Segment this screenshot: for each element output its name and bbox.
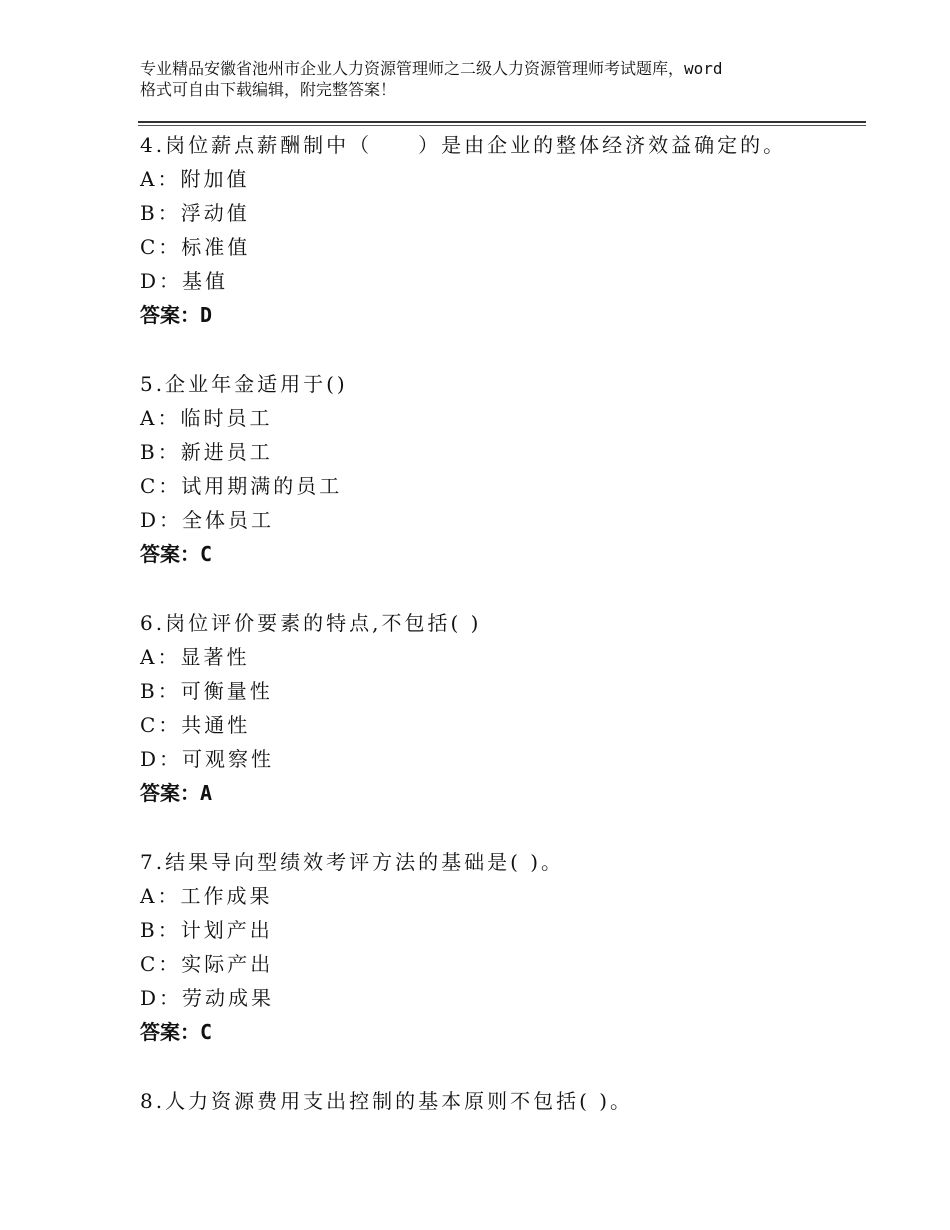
option-c: C：试用期满的员工 [140,474,343,498]
question-7 [140,845,860,1049]
option-d: D：全体员工 [140,508,275,532]
option-a: A：附加值 [140,167,250,191]
option-d: D：劳动成果 [140,986,275,1010]
option-b: B：浮动值 [140,201,250,225]
document-header [140,58,840,100]
option-a: A：显著性 [140,645,250,669]
option-b: B：可衡量性 [140,679,273,703]
option-d: D：可观察性 [140,747,275,771]
option-b: B：计划产出 [140,918,273,942]
question-stem: 6.岗位评价要素的特点,不包括( ) [140,611,482,635]
header-line-1: 专业精品安徽省池州市企业人力资源管理师之二级人力资源管理师考试题库，word [140,59,723,78]
option-a: A：临时员工 [140,406,273,430]
question-8 [140,1084,860,1118]
question-stem: 5.企业年金适用于() [140,372,348,396]
question-stem: 4.岗位薪点薪酬制中（ ）是由企业的整体经济效益确定的。 [140,133,787,157]
answer: 答案：C [140,542,213,566]
question-5 [140,367,860,571]
header-divider-thick [138,121,866,123]
question-list [140,128,860,1153]
option-d: D：基值 [140,269,229,293]
option-c: C：标准值 [140,235,251,259]
option-b: B：新进员工 [140,440,273,464]
question-4 [140,128,860,332]
answer: 答案：C [140,1020,213,1044]
option-a: A：工作成果 [140,884,273,908]
answer: 答案：D [140,303,213,327]
question-stem: 7.结果导向型绩效考评方法的基础是( )。 [140,850,565,874]
option-c: C：实际产出 [140,952,274,976]
question-6 [140,606,860,810]
header-divider-thin [138,125,866,126]
question-stem: 8.人力资源费用支出控制的基本原则不包括( )。 [140,1089,634,1113]
option-c: C：共通性 [140,713,251,737]
header-line-2: 格式可自由下载编辑，附完整答案！ [140,80,397,99]
answer: 答案：A [140,781,213,805]
